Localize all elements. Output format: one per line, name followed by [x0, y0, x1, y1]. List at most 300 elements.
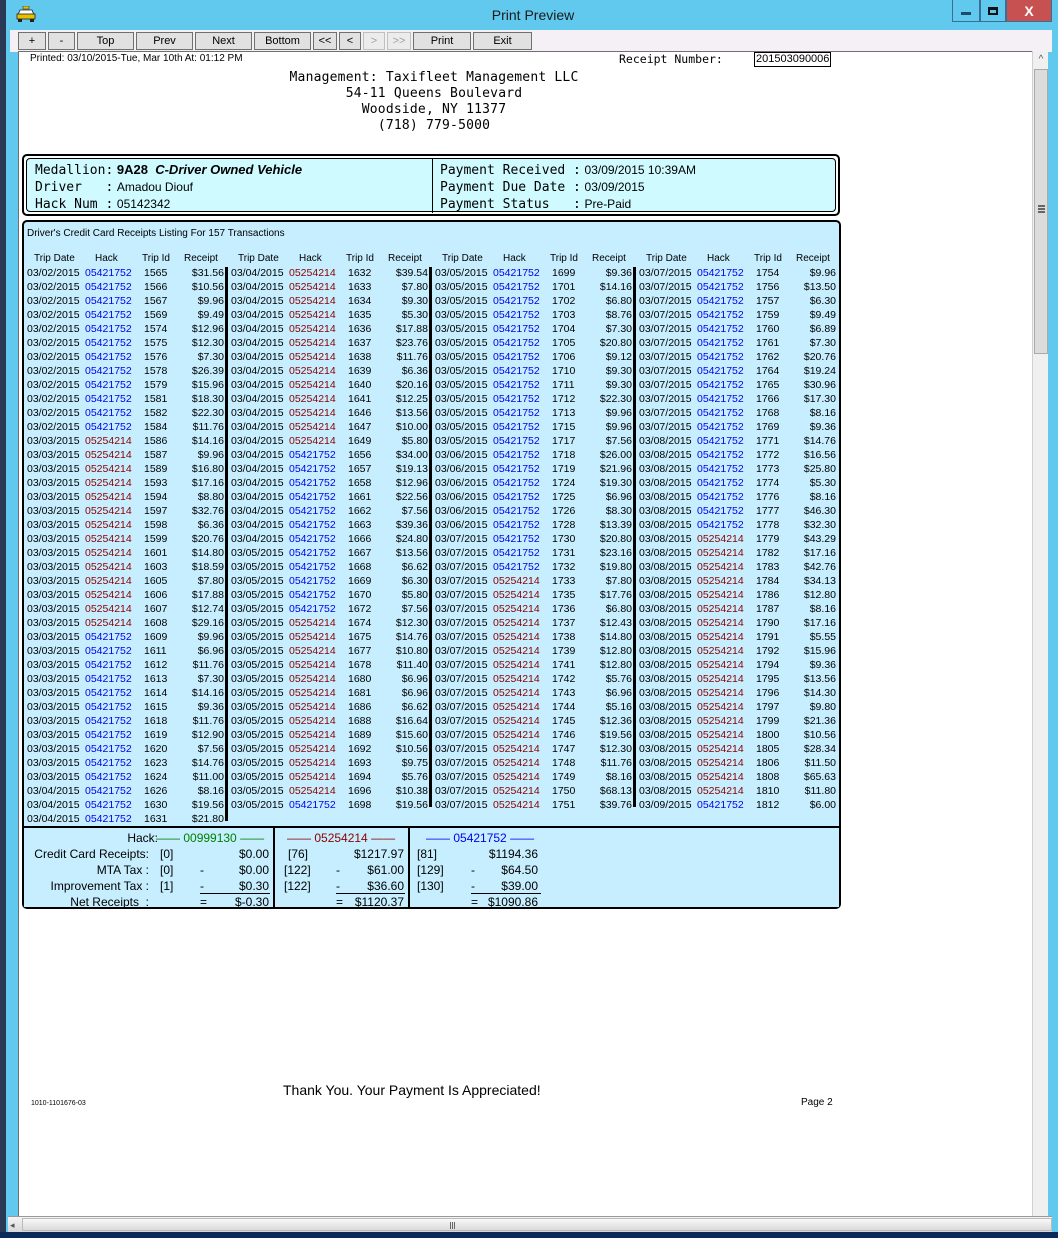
trip-date: 03/08/2015: [639, 575, 692, 587]
next-button[interactable]: [195, 32, 252, 50]
trip-date: 03/07/2015: [639, 267, 692, 279]
hack-number: 05254214: [493, 715, 540, 727]
hack-number: 05254214: [697, 533, 744, 545]
top-button[interactable]: [77, 32, 134, 50]
trip-date: 03/07/2015: [639, 421, 692, 433]
trip-date: 03/02/2015: [27, 393, 80, 405]
table-row: [230, 561, 434, 575]
trip-date: 03/07/2015: [435, 533, 488, 545]
receipt-amount: $12.74: [191, 603, 224, 615]
receipt-amount: $9.36: [197, 701, 224, 713]
trip-date: 03/03/2015: [27, 701, 80, 713]
receipt-amount: $17.88: [395, 323, 428, 335]
trip-id: 1764: [756, 365, 780, 377]
receipt-amount: $19.56: [191, 799, 224, 811]
vertical-scrollbar[interactable]: [1032, 51, 1048, 1216]
trip-id: 1565: [144, 267, 168, 279]
trip-date: 03/06/2015: [435, 477, 488, 489]
receipt-amount: $13.56: [803, 673, 836, 685]
imp-count: [1]: [160, 879, 174, 893]
table-row: [434, 645, 638, 659]
table-row: [434, 799, 638, 813]
receipt-amount: $13.39: [599, 519, 632, 531]
hack-number: 05421752: [289, 491, 336, 503]
title-bar[interactable]: [8, 0, 1058, 30]
total-underline: [200, 893, 270, 894]
trip-date: 03/05/2015: [231, 687, 284, 699]
receipt-amount: $8.16: [605, 771, 632, 783]
receipt-amount: $11.76: [192, 659, 224, 671]
table-row: [230, 785, 434, 799]
trip-date: 03/04/2015: [231, 435, 284, 447]
trip-id: 1587: [144, 449, 168, 461]
trip-date: 03/07/2015: [435, 617, 488, 629]
first-page-button[interactable]: [313, 32, 337, 50]
trip-date: 03/07/2015: [435, 673, 488, 685]
receipt-amount: $6.96: [401, 687, 428, 699]
trip-date: 03/05/2015: [435, 351, 488, 363]
trip-id: 1626: [144, 785, 168, 797]
trip-id: 1677: [348, 645, 372, 657]
trip-id: 1773: [756, 463, 780, 475]
minimize-button[interactable]: [952, 0, 980, 22]
hack-number: 05421752: [493, 337, 540, 349]
table-row: [26, 575, 230, 589]
medallion-type: C-Driver Owned Vehicle: [155, 162, 303, 177]
table-row: [230, 323, 434, 337]
receipt-amount: $15.60: [395, 729, 428, 741]
trip-id: 1698: [348, 799, 372, 811]
trip-id: 1694: [348, 771, 372, 783]
trip-id: 1762: [756, 351, 780, 363]
receipt-amount: $25.80: [803, 463, 836, 475]
imp-amount: $0.30: [238, 879, 269, 893]
trip-id: 1611: [144, 645, 167, 657]
receipt-amount: $39.76: [599, 799, 632, 811]
driver-label: Driver :: [35, 180, 114, 195]
trip-date: 03/07/2015: [435, 645, 488, 657]
hack-number: 05254214: [493, 617, 540, 629]
last-page-button[interactable]: [387, 32, 411, 50]
receipt-amount: $30.96: [803, 379, 836, 391]
trip-id: 1748: [552, 757, 576, 769]
receipt-amount: $5.16: [605, 701, 632, 713]
receipt-amount: $7.80: [197, 575, 224, 587]
payment-status-value: Pre-Paid: [584, 197, 632, 211]
hack-num-value: 05142342: [116, 197, 171, 211]
trip-date: 03/07/2015: [639, 407, 692, 419]
prev-button[interactable]: [136, 32, 193, 50]
column-separator: [633, 267, 636, 807]
trip-date: 03/08/2015: [639, 603, 692, 615]
trip-id: 1776: [756, 491, 780, 503]
imp-amount: $39.00: [501, 879, 538, 893]
trip-date: 03/03/2015: [27, 757, 80, 769]
table-row: [230, 491, 434, 505]
payment-received-value: 03/09/2015 10:39AM: [584, 163, 696, 177]
receipt-amount: $8.16: [809, 491, 836, 503]
close-button[interactable]: [1006, 0, 1052, 22]
receipt-amount: $20.76: [191, 533, 224, 545]
preview-viewport[interactable]: [18, 51, 1032, 1216]
trip-date: 03/04/2015: [231, 421, 284, 433]
table-row: [26, 603, 230, 617]
hack-number: 05421752: [85, 393, 132, 405]
trip-id: 1713: [552, 407, 576, 419]
table-row: [230, 379, 434, 393]
trip-id: 1782: [756, 547, 780, 559]
receipt-amount: $14.80: [599, 631, 632, 643]
hack-number: 05254214: [85, 519, 132, 531]
trip-id: 1657: [348, 463, 372, 475]
trip-date: 03/04/2015: [231, 295, 284, 307]
next-page-button[interactable]: [363, 32, 385, 50]
hack-number: 05254214: [289, 351, 336, 363]
toolbar: [10, 30, 1052, 52]
total-underline: [471, 893, 541, 894]
trip-date: 03/03/2015: [27, 547, 80, 559]
table-row: [230, 477, 434, 491]
receipt-amount: $13.56: [395, 407, 428, 419]
hack-number: 05421752: [493, 365, 540, 377]
window-border-inner: [6, 0, 10, 1238]
trip-date: 03/07/2015: [639, 351, 692, 363]
table-row: [638, 603, 842, 617]
hack-number: 05421752: [85, 281, 132, 293]
table-row: [230, 799, 434, 813]
hack-number: 05421752: [697, 435, 744, 447]
trip-id: 1744: [552, 701, 576, 713]
hack-number: 05254214: [493, 743, 540, 755]
zoom-out-button[interactable]: [48, 32, 75, 50]
trip-date: 03/03/2015: [27, 575, 80, 587]
table-row: [26, 365, 230, 379]
previous-page-button[interactable]: [339, 32, 361, 50]
receipt-amount: $17.30: [803, 393, 836, 405]
maximize-button[interactable]: [980, 0, 1006, 22]
trip-id: 1578: [144, 365, 168, 377]
trip-id: 1566: [144, 281, 168, 293]
vertical-scroll-thumb[interactable]: [1034, 69, 1048, 354]
receipt-number-label: Receipt Number:: [619, 52, 723, 66]
trip-date: 03/07/2015: [435, 603, 488, 615]
trip-date: 03/05/2015: [231, 757, 284, 769]
hack-group-header: —— 00999130 ——: [156, 831, 265, 845]
receipt-amount: $6.96: [197, 645, 224, 657]
table-row: [434, 477, 638, 491]
hack-number: 05254214: [493, 603, 540, 615]
trip-date: 03/04/2015: [231, 309, 284, 321]
hack-number: 05421752: [289, 589, 336, 601]
cc-count: [81]: [417, 847, 438, 861]
table-row: [26, 729, 230, 743]
table-row: [434, 365, 638, 379]
trip-id: 1730: [552, 533, 576, 545]
table-row: [638, 295, 842, 309]
receipt-amount: $9.96: [605, 407, 632, 419]
column-header-row: [638, 253, 842, 267]
trip-id: 1647: [348, 421, 372, 433]
minus-sign: -: [336, 879, 340, 893]
trip-id: 1743: [552, 687, 576, 699]
trip-date: 03/05/2015: [231, 701, 284, 713]
trip-id: 1702: [552, 295, 576, 307]
trip-id: 1751: [552, 799, 576, 811]
trip-date: 03/05/2015: [231, 575, 284, 587]
table-row: [230, 659, 434, 673]
table-row: [434, 337, 638, 351]
hack-number: 05421752: [289, 575, 336, 587]
trip-id: 1808: [756, 771, 780, 783]
trip-id: 1661: [348, 491, 372, 503]
trip-date: 03/04/2015: [231, 407, 284, 419]
trip-date: 03/03/2015: [27, 561, 80, 573]
scroll-up-icon[interactable]: ^: [1038, 54, 1044, 65]
trip-date: 03/04/2015: [231, 505, 284, 517]
trip-id: 1599: [144, 533, 168, 545]
receipt-amount: $13.50: [803, 281, 836, 293]
hack-number: 05421752: [85, 659, 132, 671]
trip-date: 03/03/2015: [27, 729, 80, 741]
hack-number: 05421752: [85, 295, 132, 307]
table-row: [638, 575, 842, 589]
trip-date: 03/02/2015: [27, 421, 80, 433]
table-row: [230, 631, 434, 645]
trip-id: 1747: [552, 743, 576, 755]
hack-number: 05421752: [493, 547, 540, 559]
hack-number: 05421752: [493, 477, 540, 489]
hack-number: 05254214: [289, 337, 336, 349]
hack-number: 05254214: [289, 281, 336, 293]
hack-number: 05254214: [85, 449, 132, 461]
trip-id: 1784: [756, 575, 780, 587]
receipt-amount: $9.96: [197, 449, 224, 461]
table-row: [638, 757, 842, 771]
trip-date: 03/08/2015: [639, 449, 692, 461]
trip-id: 1633: [348, 281, 372, 293]
trip-date: 03/08/2015: [639, 561, 692, 573]
trip-date: 03/04/2015: [231, 491, 284, 503]
hack-number: 05421752: [493, 533, 540, 545]
trip-date: 03/03/2015: [27, 449, 80, 461]
hack-number: 05254214: [289, 323, 336, 335]
horizontal-scroll-thumb[interactable]: [22, 1218, 1052, 1231]
trip-date: 03/07/2015: [435, 701, 488, 713]
receipt-amount: $5.76: [401, 771, 428, 783]
trip-date: 03/03/2015: [27, 631, 80, 643]
receipt-amount: $7.56: [605, 435, 632, 447]
trip-id: 1771: [756, 435, 780, 447]
trip-id: 1715: [552, 421, 576, 433]
receipt-amount: $8.16: [809, 603, 836, 615]
trip-id: 1634: [348, 295, 372, 307]
hack-number: 05254214: [289, 687, 336, 699]
receipt-amount: $5.76: [605, 673, 632, 685]
hack-number: 05421752: [85, 645, 132, 657]
trip-date: 03/06/2015: [435, 519, 488, 531]
hack-number: 05421752: [697, 491, 744, 503]
hack-number: 05421752: [289, 519, 336, 531]
receipt-amount: $6.80: [605, 295, 632, 307]
trip-id: 1699: [552, 267, 576, 279]
trip-id: 1778: [756, 519, 780, 531]
hack-number: 05421752: [85, 631, 132, 643]
receipt-amount: $7.80: [605, 575, 632, 587]
print-button[interactable]: [413, 32, 471, 50]
hack-number: 05421752: [289, 799, 336, 811]
scroll-left-icon[interactable]: ◂: [10, 1220, 15, 1230]
trip-date: 03/08/2015: [639, 463, 692, 475]
hack-number: 05254214: [289, 295, 336, 307]
hack-number: 05254214: [697, 631, 744, 643]
trip-id: 1779: [756, 533, 780, 545]
trip-id: 1612: [144, 659, 168, 671]
receipt-amount: $12.90: [191, 729, 224, 741]
trip-date: 03/07/2015: [435, 729, 488, 741]
receipt-amount: $12.80: [599, 659, 632, 671]
hack-number: 05421752: [85, 785, 132, 797]
trip-id: 1693: [348, 757, 372, 769]
hack-number: 05254214: [289, 771, 336, 783]
hack-number: 05421752: [493, 393, 540, 405]
hack-number: 05421752: [697, 449, 744, 461]
receipt-amount: $28.34: [803, 743, 836, 755]
trip-id: 1769: [756, 421, 780, 433]
mta-count: [129]: [417, 863, 444, 877]
receipt-amount: $12.80: [803, 589, 836, 601]
trip-date: 03/08/2015: [639, 785, 692, 797]
receipt-amount: $9.36: [605, 267, 632, 279]
bottom-button[interactable]: [254, 32, 311, 50]
table-row: [434, 309, 638, 323]
table-row: [26, 295, 230, 309]
hack-number: 05421752: [697, 295, 744, 307]
trip-id: 1783: [756, 561, 780, 573]
trip-id: 1732: [552, 561, 576, 573]
hack-number: 05421752: [85, 407, 132, 419]
trip-date: 03/08/2015: [639, 687, 692, 699]
receipt-amount: $11.00: [192, 771, 224, 783]
exit-button[interactable]: [473, 32, 532, 50]
trip-date: 03/05/2015: [231, 645, 284, 657]
medallion-label: Medallion:: [35, 163, 114, 178]
table-row: [230, 365, 434, 379]
receipt-amount: $7.80: [401, 281, 428, 293]
hack-number: 05254214: [493, 645, 540, 657]
trip-date: 03/07/2015: [435, 589, 488, 601]
receipt-amount: $14.16: [191, 687, 224, 699]
receipt-amount: $9.30: [401, 295, 428, 307]
table-row: [230, 701, 434, 715]
hack-number: 05254214: [697, 757, 744, 769]
hack-number: 05421752: [697, 337, 744, 349]
hack-number: 05421752: [493, 379, 540, 391]
hack-number: 05421752: [697, 281, 744, 293]
hack-number: 05254214: [697, 743, 744, 755]
trip-date: 03/04/2015: [27, 785, 80, 797]
trip-id: 1800: [756, 729, 780, 741]
payment-received-label: Payment Received :: [440, 163, 581, 178]
receipt-amount: $8.30: [605, 505, 632, 517]
table-row: [26, 687, 230, 701]
table-row: [638, 729, 842, 743]
zoom-in-button[interactable]: [18, 32, 46, 50]
table-row: [26, 561, 230, 575]
trip-date: 03/05/2015: [231, 715, 284, 727]
trip-id: 1754: [756, 267, 780, 279]
receipt-amount: $21.96: [599, 463, 632, 475]
table-row: [26, 393, 230, 407]
table-row: [638, 267, 842, 281]
receipt-amount: $23.76: [395, 337, 428, 349]
top-label: Top: [96, 35, 115, 47]
horizontal-scrollbar[interactable]: [8, 1216, 1052, 1232]
hack-number: 05421752: [85, 379, 132, 391]
trip-id: 1768: [756, 407, 780, 419]
hack-number: 05421752: [697, 379, 744, 391]
table-row: [230, 407, 434, 421]
trip-id: 1584: [144, 421, 168, 433]
table-row: [26, 799, 230, 813]
trip-date: 03/04/2015: [231, 533, 284, 545]
receipt-amount: $20.80: [599, 533, 632, 545]
trip-date: 03/05/2015: [435, 435, 488, 447]
table-row: [434, 519, 638, 533]
trip-date: 03/08/2015: [639, 729, 692, 741]
receipt-amount: $16.64: [395, 715, 428, 727]
cc-amount: $1217.97: [353, 847, 404, 861]
table-row: [230, 645, 434, 659]
table-row: [230, 309, 434, 323]
table-row: [230, 743, 434, 757]
hack-group-id: 05421752: [453, 831, 507, 845]
net-receipts-label: Net Receipts :: [70, 895, 149, 909]
table-row: [638, 799, 842, 813]
receipt-amount: $32.76: [191, 505, 224, 517]
trip-date: 03/04/2015: [231, 449, 284, 461]
trip-id: 1569: [144, 309, 168, 321]
receipt-amount: $19.24: [803, 365, 836, 377]
hack-number: 05421752: [493, 435, 540, 447]
table-row: [26, 673, 230, 687]
receipt-amount: $19.13: [395, 463, 428, 475]
trip-id: 1615: [144, 701, 168, 713]
trip-date: 03/02/2015: [27, 295, 80, 307]
net-amount: $1120.37: [354, 895, 404, 909]
trip-date: 03/09/2015: [639, 799, 692, 811]
hack-number: 05254214: [289, 743, 336, 755]
trip-id: 1680: [348, 673, 372, 685]
hack-number: 05254214: [85, 491, 132, 503]
hack-number: 05421752: [85, 771, 132, 783]
trip-date: 03/02/2015: [27, 379, 80, 391]
minus-sign: -: [200, 863, 204, 877]
hack-number: 05421752: [697, 477, 744, 489]
hack-number: 05254214: [697, 673, 744, 685]
hack-number: 05254214: [85, 561, 132, 573]
bottom-label: Bottom: [265, 35, 300, 47]
trip-date: 03/06/2015: [435, 491, 488, 503]
trip-id: 1601: [144, 547, 168, 559]
table-row: [434, 449, 638, 463]
header-trip-date: Trip Date: [442, 253, 483, 264]
trip-date: 03/04/2015: [27, 799, 80, 811]
trip-date: 03/08/2015: [639, 757, 692, 769]
receipt-amount: $11.80: [804, 785, 836, 797]
trip-id: 1761: [756, 337, 780, 349]
trip-id: 1663: [348, 519, 372, 531]
receipt-amount: $39.36: [395, 519, 428, 531]
